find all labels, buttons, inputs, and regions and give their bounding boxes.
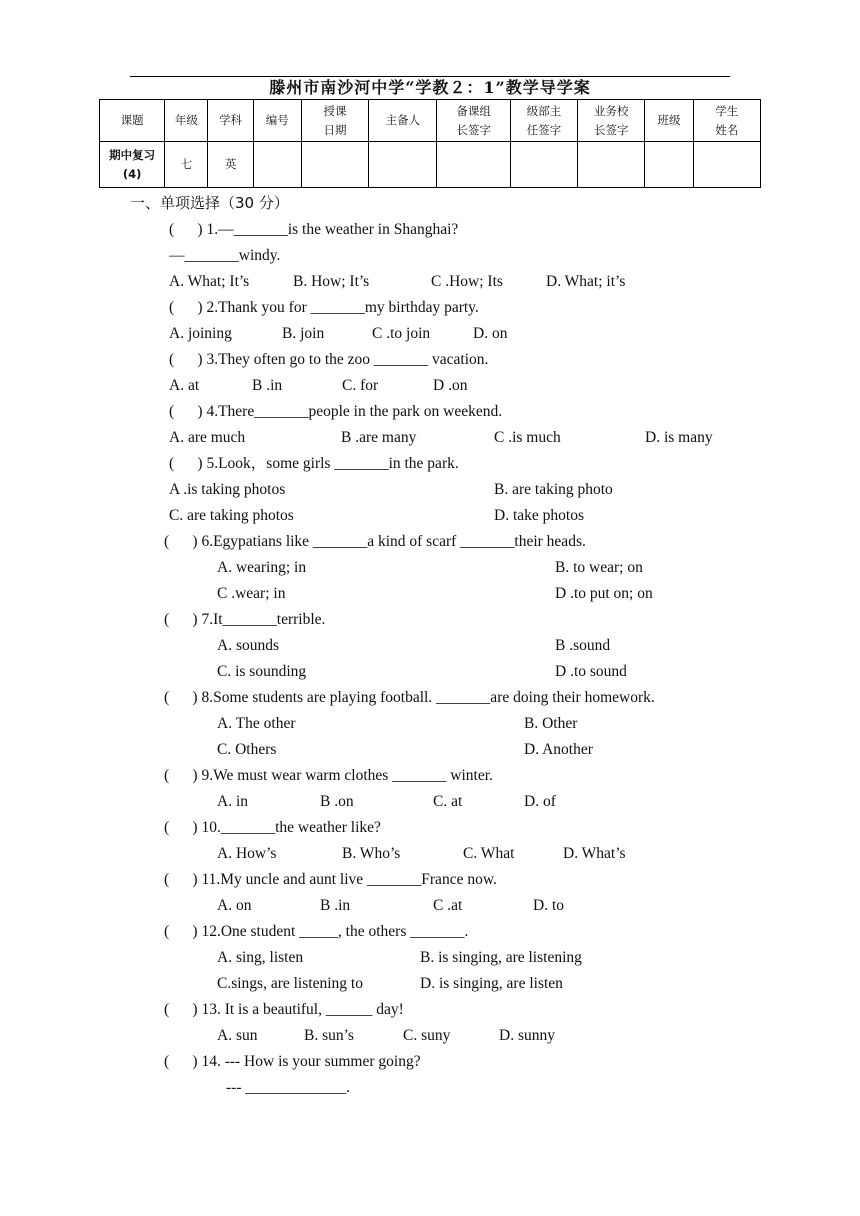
option: B. Other — [524, 715, 578, 732]
question-stem: ( ) 6.Egypatians like _______a kind of scarf _______their heads. — [164, 533, 586, 550]
question-stem: ( ) 8.Some students are playing football. _______are doing their homework. — [164, 689, 655, 706]
question-stem: ( ) 2.Thank you for _______my birthday party. — [169, 299, 479, 316]
option: A. wearing; in — [217, 559, 307, 576]
option: A. sing, listen — [217, 949, 304, 966]
question-stem: ( ) 5.Look，some girls _______in the park. — [169, 455, 459, 472]
option: A. in — [217, 793, 248, 810]
option: B. How; It’s — [293, 273, 370, 290]
header-cell: 学生 姓名 — [693, 100, 760, 142]
table-header-row — [100, 100, 761, 142]
option: C. Others — [217, 741, 277, 758]
lesson-info-table — [99, 99, 761, 188]
option: D. to — [533, 897, 564, 914]
header-cell: 备课组 长签字 — [437, 100, 510, 142]
question-stem: ( ) 14. --- How is your summer going? — [164, 1053, 421, 1070]
question-stem: ( ) 3.They often go to the zoo _______ vacation. — [169, 351, 489, 368]
option: B. sun’s — [304, 1027, 354, 1044]
option: D .to sound — [555, 663, 627, 680]
header-cell: 课题 — [100, 100, 165, 142]
value-cell — [693, 142, 760, 188]
option: B .in — [320, 897, 351, 914]
option: C. is sounding — [217, 663, 307, 680]
option: D. take photos — [494, 507, 584, 524]
option: C. are taking photos — [169, 507, 294, 524]
option: A. are much — [169, 429, 246, 446]
option: A. What; It’s — [169, 273, 250, 290]
option: A .is taking photos — [169, 481, 286, 498]
header-cell: 班级 — [645, 100, 693, 142]
option: B .in — [252, 377, 283, 394]
option: D. What; it’s — [546, 273, 626, 290]
value-cell: 七 — [165, 142, 208, 188]
option: A. on — [217, 897, 252, 914]
option: C.sings, are listening to — [217, 975, 363, 992]
question-stem: ( ) 13. It is a beautiful, ______ day! — [164, 1001, 404, 1018]
section-title: 一、单项选择（30 分） — [130, 194, 289, 212]
header-cell: 编号 — [253, 100, 301, 142]
table-value-row — [100, 142, 761, 188]
question-stem: ( ) 11.My uncle and aunt live _______France now. — [164, 871, 497, 888]
option: D. is many — [645, 429, 713, 446]
document-title: 滕州市南沙河中学“学教２：1”教学导学案 — [269, 78, 591, 97]
option: B. is singing, are listening — [420, 949, 582, 966]
question-stem: ( ) 4.There_______people in the park on weekend. — [169, 403, 503, 420]
header-cell: 年级 — [165, 100, 208, 142]
option: B .sound — [555, 637, 611, 654]
header-cell: 学科 — [208, 100, 253, 142]
option: C. What — [463, 845, 515, 862]
header-cell: 主备人 — [369, 100, 437, 142]
value-cell — [437, 142, 510, 188]
option: C .is much — [494, 429, 561, 446]
option: D. Another — [524, 741, 593, 758]
option: D. is singing, are listen — [420, 975, 563, 992]
option: A. How’s — [217, 845, 277, 862]
option: A. sounds — [217, 637, 280, 654]
header-cell: 授课 日期 — [301, 100, 368, 142]
question-extra: --- _____________. — [226, 1079, 350, 1096]
question-stem: ( ) 10._______the weather like? — [164, 819, 381, 836]
option: B. are taking photo — [494, 481, 613, 498]
value-cell: 英 — [208, 142, 253, 188]
value-cell — [253, 142, 301, 188]
option: B. to wear; on — [555, 559, 643, 576]
question-extra: —_______windy. — [169, 247, 281, 264]
option: C .How; Its — [431, 273, 503, 290]
option: D .to put on; on — [555, 585, 653, 602]
option: B .on — [320, 793, 354, 810]
value-cell — [578, 142, 645, 188]
option: A. at — [169, 377, 200, 394]
option: C. for — [342, 377, 379, 394]
option: D. of — [524, 793, 556, 810]
option: D. on — [473, 325, 508, 342]
option: B .are many — [341, 429, 417, 446]
option: C. at — [433, 793, 463, 810]
option: D .on — [433, 377, 468, 394]
question-stem: ( ) 1.—_______is the weather in Shanghai? — [169, 221, 459, 238]
question-stem: ( ) 7.It_______terrible. — [164, 611, 326, 628]
option: D. sunny — [499, 1027, 555, 1044]
value-cell — [369, 142, 437, 188]
option: C .at — [433, 897, 463, 914]
value-cell — [645, 142, 693, 188]
option: D. What’s — [563, 845, 626, 862]
title-rule — [130, 76, 730, 77]
header-cell: 级部主 任签字 — [510, 100, 577, 142]
header-cell: 业务校 长签字 — [578, 100, 645, 142]
option: A. sun — [217, 1027, 258, 1044]
question-stem: ( ) 12.One student _____, the others _______. — [164, 923, 469, 940]
value-cell — [510, 142, 577, 188]
value-cell: 期中复习 (4) — [100, 142, 165, 188]
option: B. join — [282, 325, 325, 342]
option: C .to join — [372, 325, 431, 342]
option: A. The other — [217, 715, 296, 732]
value-cell — [301, 142, 368, 188]
option: A. joining — [169, 325, 232, 342]
option: B. Who’s — [342, 845, 401, 862]
option: C. suny — [403, 1027, 451, 1044]
option: C .wear; in — [217, 585, 286, 602]
question-stem: ( ) 9.We must wear warm clothes _______ winter. — [164, 767, 493, 784]
